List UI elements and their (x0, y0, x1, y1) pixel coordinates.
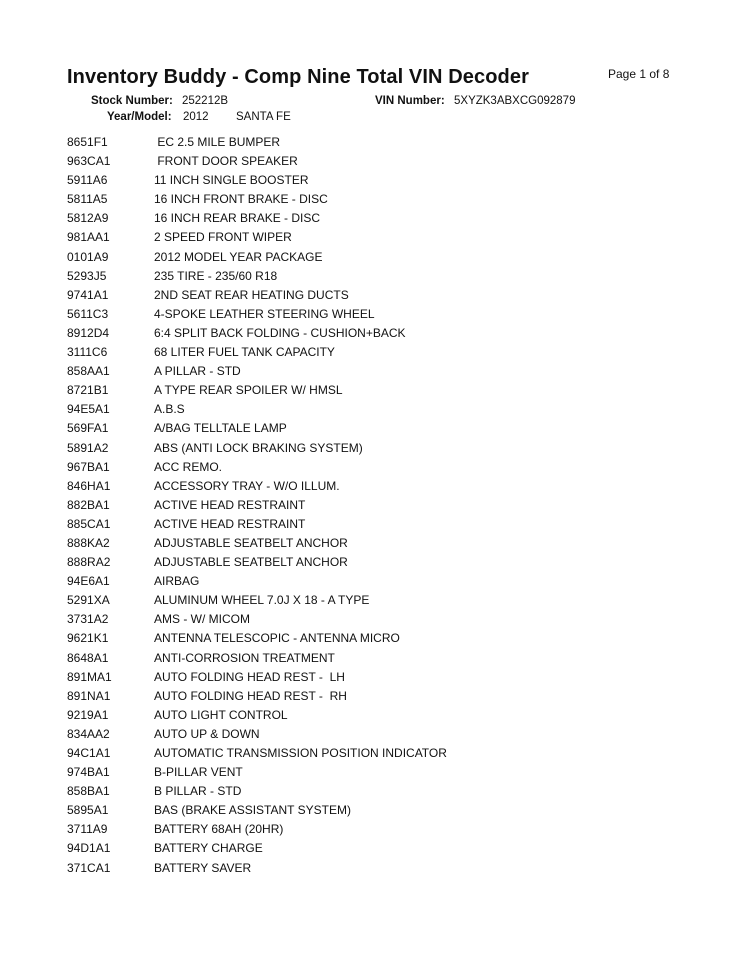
option-description: ANTI-CORROSION TREATMENT (154, 650, 335, 665)
option-code: 834AA2 (67, 726, 110, 741)
list-item (67, 248, 707, 267)
option-code: 5891A2 (67, 440, 109, 455)
option-code: 371CA1 (67, 860, 111, 875)
list-item (67, 859, 707, 878)
list-item (67, 610, 707, 629)
option-description: 16 INCH REAR BRAKE - DISC (154, 211, 321, 226)
option-description: BATTERY SAVER (154, 860, 252, 875)
option-description: 4-SPOKE LEATHER STEERING WHEEL (154, 306, 375, 321)
option-code: 967BA1 (67, 459, 110, 474)
list-item (67, 839, 707, 858)
option-code: 858AA1 (67, 364, 110, 379)
option-code: 9741A1 (67, 287, 109, 302)
list-item (67, 725, 707, 744)
list-item (67, 286, 707, 305)
option-description: ACC REMO. (154, 459, 223, 474)
option-description: ABS (ANTI LOCK BRAKING SYSTEM) (154, 440, 363, 455)
option-description: ALUMINUM WHEEL 7.0J X 18 - A TYPE (154, 593, 370, 608)
list-item (67, 362, 707, 381)
option-code: 5293J5 (67, 268, 107, 283)
option-description: 68 LITER FUEL TANK CAPACITY (154, 345, 335, 360)
option-code: 888KA2 (67, 535, 110, 550)
option-description: AUTO UP & DOWN (154, 726, 260, 741)
option-code: 3111C6 (67, 345, 108, 360)
option-code: 9219A1 (67, 707, 109, 722)
option-code: 94C1A1 (67, 746, 111, 760)
option-description: ADJUSTABLE SEATBELT ANCHOR (154, 535, 348, 550)
list-item (67, 534, 707, 553)
option-code: 882BA1 (67, 497, 110, 512)
option-code: 94E6A1 (67, 574, 110, 589)
option-code: 846HA1 (67, 478, 111, 493)
option-code: 5291XA (67, 593, 110, 608)
option-code: 891NA1 (67, 688, 111, 703)
option-description: EC 2.5 MILE BUMPER (154, 135, 281, 149)
list-item (67, 439, 707, 458)
option-description: 2012 MODEL YEAR PACKAGE (154, 249, 323, 264)
list-item (67, 152, 707, 171)
option-code: 888RA2 (67, 555, 111, 570)
option-description: A TYPE REAR SPOILER W/ HMSL (154, 383, 343, 398)
list-item (67, 515, 707, 534)
year-model-field (107, 111, 291, 123)
option-code: 885CA1 (67, 516, 111, 531)
list-item (67, 324, 707, 343)
list-item (67, 343, 707, 362)
option-description: AUTO FOLDING HEAD REST - RH (154, 688, 347, 703)
list-item (67, 419, 707, 438)
list-item (67, 477, 707, 496)
option-code: 5911A6 (67, 173, 108, 188)
year-value: 2012 (183, 111, 209, 123)
option-code: 94D1A1 (67, 841, 111, 856)
list-item (67, 228, 707, 247)
stock-number-field (91, 95, 229, 107)
option-code: 858BA1 (67, 784, 110, 799)
option-description: AUTO FOLDING HEAD REST - LH (154, 669, 345, 684)
list-item (67, 629, 707, 648)
list-item (67, 209, 707, 228)
option-code: 0101A9 (67, 249, 109, 264)
option-description: 2 SPEED FRONT WIPER (154, 230, 292, 245)
option-description: 2ND SEAT REAR HEATING DUCTS (154, 287, 349, 302)
vin-number-field (375, 95, 576, 107)
list-item (67, 458, 707, 477)
list-item (67, 133, 707, 152)
list-item (67, 649, 707, 668)
option-code: 963CA1 (67, 154, 111, 169)
option-code: 981AA1 (67, 230, 110, 245)
stock-number-label: Stock Number: (91, 95, 173, 107)
list-item (67, 591, 707, 610)
option-description: A/BAG TELLTALE LAMP (154, 421, 287, 436)
option-description: ANTENNA TELESCOPIC - ANTENNA MICRO (154, 631, 400, 646)
option-description: A.B.S (154, 402, 185, 417)
list-item (67, 171, 707, 190)
option-description: ACTIVE HEAD RESTRAINT (154, 516, 306, 531)
option-code: 8648A1 (67, 650, 109, 665)
option-description: FRONT DOOR SPEAKER (154, 154, 298, 169)
list-item (67, 744, 707, 763)
option-description: 235 TIRE - 235/60 R18 (154, 268, 278, 283)
option-description: ACTIVE HEAD RESTRAINT (154, 497, 306, 512)
list-item (67, 496, 707, 515)
option-code: 3711A9 (67, 822, 108, 837)
option-code: 5811A5 (67, 192, 108, 207)
list-item (67, 763, 707, 782)
option-description: AUTOMATIC TRANSMISSION POSITION INDICATOR (154, 746, 447, 760)
list-item (67, 400, 707, 419)
option-code: 9621K1 (67, 631, 109, 646)
list-item (67, 305, 707, 324)
option-description: BATTERY 68AH (20HR) (154, 822, 284, 837)
list-item (67, 190, 707, 209)
option-code: 8912D4 (67, 325, 110, 340)
list-item (67, 706, 707, 725)
option-description: AIRBAG (154, 574, 200, 589)
list-item (67, 381, 707, 400)
stock-number-value: 252212B (182, 95, 229, 107)
option-code: 569FA1 (67, 421, 109, 436)
option-description: 11 INCH SINGLE BOOSTER (154, 173, 309, 188)
option-description: 16 INCH FRONT BRAKE - DISC (154, 192, 328, 207)
option-code: 5895A1 (67, 803, 109, 818)
option-description: 6:4 SPLIT BACK FOLDING - CUSHION+BACK (154, 325, 406, 340)
option-description: ADJUSTABLE SEATBELT ANCHOR (154, 555, 348, 570)
list-item (67, 801, 707, 820)
option-code: 974BA1 (67, 765, 110, 780)
option-description: ACCESSORY TRAY - W/O ILLUM. (154, 478, 340, 493)
list-item (67, 820, 707, 839)
list-item (67, 687, 707, 706)
page-title: Inventory Buddy - Comp Nine Total VIN Decoder (67, 66, 529, 88)
model-value: SANTA FE (236, 111, 291, 123)
option-code: 5611C3 (67, 306, 109, 321)
year-model-label: Year/Model: (107, 111, 172, 123)
option-description: A PILLAR - STD (154, 364, 241, 379)
option-description: BAS (BRAKE ASSISTANT SYSTEM) (154, 803, 351, 818)
list-item (67, 553, 707, 572)
option-code: 891MA1 (67, 669, 112, 684)
option-description: BATTERY CHARGE (154, 841, 263, 856)
list-item (67, 782, 707, 801)
option-code: 8651F1 (67, 135, 108, 149)
option-description: B PILLAR - STD (154, 784, 242, 799)
option-description: AMS - W/ MICOM (154, 612, 250, 627)
option-code-list (67, 133, 707, 878)
list-item (67, 572, 707, 591)
option-code: 5812A9 (67, 211, 109, 226)
option-description: AUTO LIGHT CONTROL (154, 707, 288, 722)
vin-number-value: 5XYZK3ABXCG092879 (454, 95, 576, 107)
page-number: Page 1 of 8 (608, 67, 670, 81)
option-code: 8721B1 (67, 383, 109, 398)
option-code: 94E5A1 (67, 402, 110, 417)
vin-number-label: VIN Number: (375, 95, 445, 107)
option-code: 3731A2 (67, 612, 109, 627)
list-item (67, 267, 707, 286)
option-description: B-PILLAR VENT (154, 765, 243, 780)
list-item (67, 668, 707, 687)
